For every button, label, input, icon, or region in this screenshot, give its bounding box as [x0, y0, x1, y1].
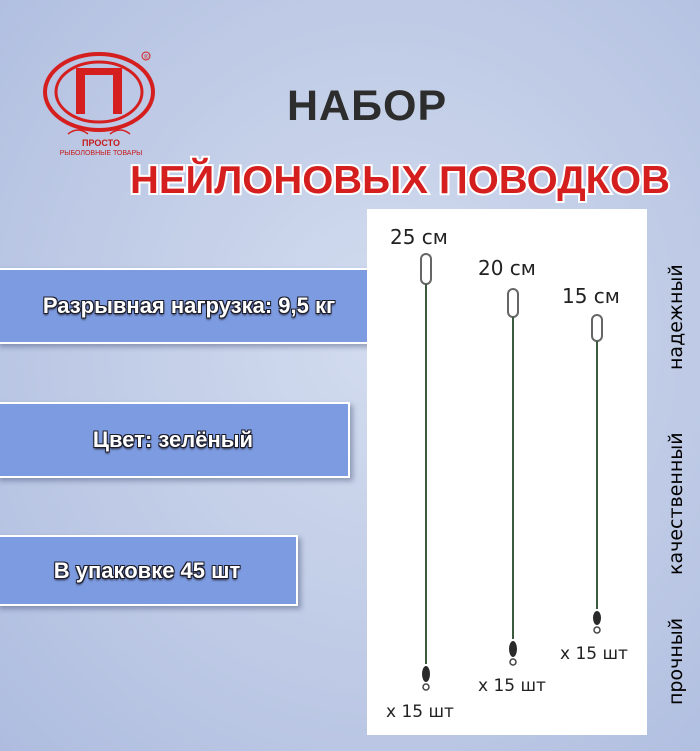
breaking-load-text: Разрывная нагрузка: 9,5 кг: [42, 293, 336, 318]
qualities-text: [655, 200, 695, 720]
logo-brand: ПРОСТО: [82, 138, 120, 148]
leader-15: [592, 315, 602, 633]
leader-25: [421, 254, 431, 690]
quality-reliable: надежный: [665, 264, 687, 370]
swivel-icon: [422, 666, 430, 682]
leader-20: [508, 289, 518, 665]
pack-text: В упаковке 45 шт: [53, 557, 241, 583]
page-title: НАБОР: [287, 82, 448, 130]
quality-quality: качественный: [665, 432, 687, 575]
logo-icon: [38, 48, 160, 148]
breaking-load-bar: [0, 268, 382, 344]
snap-icon: [421, 254, 431, 284]
swivel-icon: [593, 611, 601, 625]
color-bar: [0, 402, 350, 478]
svg-text:НЕЙЛОНОВЫХ ПОВОДКОВ: НЕЙЛОНОВЫХ ПОВОДКОВ: [130, 159, 658, 202]
color-text: Цвет: зелёный: [92, 427, 254, 452]
qty-label-20: x 15 шт: [478, 676, 546, 696]
page-subtitle: [130, 140, 675, 210]
snap-icon: [508, 289, 518, 317]
logo-subtitle: РЫБОЛОВНЫЕ ТОВАРЫ: [59, 150, 143, 157]
qty-label-25: x 15 шт: [386, 702, 454, 722]
pack-bar: [0, 535, 298, 606]
length-label-15: 15 см: [562, 284, 620, 308]
length-label-20: 20 см: [478, 256, 536, 280]
quality-strong: прочный: [665, 617, 687, 705]
svg-text:®: ®: [144, 55, 149, 61]
snap-icon: [592, 315, 602, 341]
length-label-25: 25 см: [390, 225, 448, 249]
swivel-icon: [509, 641, 517, 657]
qty-label-15: x 15 шт: [560, 644, 628, 664]
